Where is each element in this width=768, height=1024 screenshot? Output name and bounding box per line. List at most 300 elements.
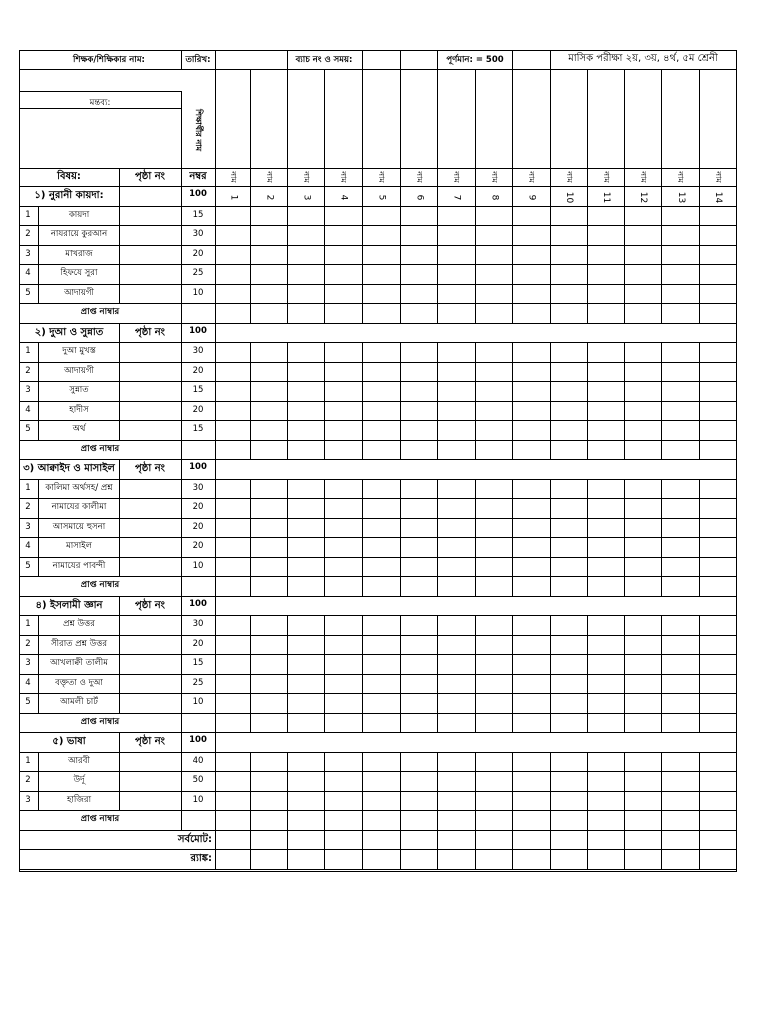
grid-line: [512, 420, 513, 441]
grid-line: [400, 537, 401, 558]
section-title-bottom: [19, 342, 737, 343]
grid-line: [287, 225, 288, 246]
grid-line: [287, 69, 288, 187]
grid-line: [250, 791, 251, 812]
grid-line: [250, 440, 251, 461]
grid-line: [119, 168, 120, 187]
item-name: আদায়গী: [64, 365, 94, 376]
grid-line: [215, 342, 216, 363]
grid-line: [181, 498, 182, 519]
grid-line: [587, 810, 588, 831]
grid-line: [324, 771, 325, 792]
grid-line: [699, 225, 700, 246]
grid-line: [512, 362, 513, 383]
item-row-bottom: [19, 576, 737, 577]
grid-line: [550, 849, 551, 870]
grid-line: [215, 50, 216, 70]
grid-line: [287, 537, 288, 558]
grid-line: [119, 596, 120, 617]
grid-line: [512, 264, 513, 285]
grid-line: [287, 771, 288, 792]
grid-line: [250, 537, 251, 558]
item-marks: 20: [192, 638, 204, 649]
grid-line: [38, 674, 39, 695]
grid-line: [324, 557, 325, 578]
grid-line: [550, 342, 551, 363]
grid-line: [736, 342, 737, 363]
grid-line: [661, 186, 662, 207]
student-col-number: 4: [338, 194, 349, 200]
grid-line: [38, 420, 39, 441]
grid-line: [512, 245, 513, 266]
grid-line: [437, 479, 438, 500]
item-marks: 30: [192, 229, 204, 239]
grid-line: [475, 576, 476, 597]
grid-line: [250, 674, 251, 695]
grid-line: [736, 303, 737, 324]
grid-line: [250, 615, 251, 636]
grid-line: [38, 615, 39, 636]
grid-line: [215, 635, 216, 656]
grid-line: [362, 713, 363, 734]
grid-line: [400, 771, 401, 792]
grid-line: [437, 186, 438, 207]
grid-line: [736, 362, 737, 383]
obtained-row-bottom: [19, 459, 737, 460]
grid-line: [699, 186, 700, 207]
grid-line: [324, 303, 325, 324]
item-marks: 20: [192, 502, 204, 512]
item-row-bottom: [19, 537, 737, 538]
grid-line: [362, 401, 363, 422]
grid-line: [475, 264, 476, 285]
grid-line: [181, 791, 182, 812]
grid-line: [661, 440, 662, 461]
grid-line: [119, 557, 120, 578]
grid-line: [362, 264, 363, 285]
item-marks: 30: [192, 619, 204, 629]
grid-line: [736, 713, 737, 734]
grid-line: [181, 91, 182, 169]
grid-line: [475, 557, 476, 578]
rank-row-bottom: [19, 869, 737, 870]
grid-line: [661, 810, 662, 831]
grid-line: [119, 401, 120, 422]
grid-line: [362, 654, 363, 675]
grid-line: [215, 674, 216, 695]
grid-line: [661, 693, 662, 714]
grid-line: [624, 771, 625, 792]
grid-line: [437, 576, 438, 597]
grid-line: [437, 693, 438, 714]
grid-line: [624, 420, 625, 441]
grid-line: [624, 225, 625, 246]
grid-line: [512, 576, 513, 597]
grid-line: [699, 693, 700, 714]
grid-line: [324, 362, 325, 383]
student-col-tag: নাম: [451, 171, 461, 183]
grid-line: [362, 849, 363, 870]
grid-line: [699, 264, 700, 285]
grid-line: [287, 635, 288, 656]
grid-line: [38, 206, 39, 227]
item-number: 3: [25, 658, 31, 668]
grid-line: [550, 713, 551, 734]
header-line: [19, 69, 737, 70]
grid-line: [215, 479, 216, 500]
grid-line: [699, 440, 700, 461]
grid-line: [119, 752, 120, 773]
grid-line: [181, 635, 182, 656]
grid-line: [699, 537, 700, 558]
grid-line: [250, 635, 251, 656]
grid-line: [400, 674, 401, 695]
grid-line: [475, 303, 476, 324]
student-col-tag: নাম: [414, 171, 424, 183]
grid-line: [587, 849, 588, 870]
grid-line: [400, 440, 401, 461]
grid-line: [661, 518, 662, 539]
grid-line: [362, 576, 363, 597]
grid-line: [512, 440, 513, 461]
grid-line: [362, 771, 363, 792]
grid-line: [437, 635, 438, 656]
item-name: সীরাত প্রশ্ন উত্তর: [50, 638, 108, 649]
grid-line: [550, 284, 551, 305]
grid-line: [287, 791, 288, 812]
grid-line: [181, 732, 182, 753]
grid-line: [362, 206, 363, 227]
grid-line: [215, 518, 216, 539]
grid-line: [624, 498, 625, 519]
grid-line: [437, 498, 438, 519]
grid-line: [475, 420, 476, 441]
grid-line: [215, 771, 216, 792]
grid-line: [512, 771, 513, 792]
grid-line: [587, 264, 588, 285]
grid-line: [38, 284, 39, 305]
grid-line: [287, 752, 288, 773]
grid-line: [587, 381, 588, 402]
grid-line: [587, 752, 588, 773]
obtained-marks-label: প্রাপ্ত নাম্বার: [80, 307, 120, 317]
grid-line: [400, 479, 401, 500]
grid-line: [362, 810, 363, 831]
item-row-bottom: [19, 381, 737, 382]
item-number: 2: [25, 638, 31, 649]
grid-line: [324, 245, 325, 266]
item-number: 3: [25, 248, 31, 259]
item-number: 3: [25, 794, 31, 805]
item-marks: 15: [192, 658, 204, 668]
grid-line: [38, 401, 39, 422]
grid-line: [624, 557, 625, 578]
grid-line: [362, 420, 363, 441]
grid-line: [215, 752, 216, 773]
grid-line: [119, 284, 120, 305]
grid-line: [324, 206, 325, 227]
grid-line: [699, 791, 700, 812]
item-row-bottom: [19, 245, 737, 246]
grid-line: [324, 225, 325, 246]
grid-line: [400, 615, 401, 636]
grid-line: [287, 245, 288, 266]
grid-line: [587, 518, 588, 539]
item-name: নামাযের পাবন্দী: [52, 560, 106, 571]
student-col-tag: নাম: [564, 171, 574, 183]
grid-line: [119, 498, 120, 519]
date-label: তারিখ:: [185, 55, 211, 65]
grid-line: [624, 284, 625, 305]
grid-line: [699, 576, 700, 597]
grid-line: [215, 362, 216, 383]
grid-line: [624, 810, 625, 831]
grid-line: [475, 537, 476, 558]
grid-line: [181, 440, 182, 461]
grid-line: [215, 713, 216, 734]
grid-line: [475, 810, 476, 831]
grid-line: [699, 362, 700, 383]
grid-line: [287, 479, 288, 500]
grid-line: [215, 245, 216, 266]
subject-header: বিষয়:: [57, 171, 81, 182]
grid-line: [250, 654, 251, 675]
item-row-bottom: [19, 440, 737, 441]
grid-line: [624, 479, 625, 500]
grid-line: [215, 693, 216, 714]
grid-line: [512, 342, 513, 363]
grid-line: [324, 654, 325, 675]
grid-line: [362, 225, 363, 246]
grid-line: [400, 713, 401, 734]
grid-line: [38, 635, 39, 656]
grid-line: [437, 50, 438, 70]
obtained-row-bottom: [19, 596, 737, 597]
grid-line: [250, 810, 251, 831]
grid-line: [287, 518, 288, 539]
grid-line: [400, 245, 401, 266]
grid-line: [661, 674, 662, 695]
grid-line: [550, 557, 551, 578]
grid-line: [181, 576, 182, 597]
grid-line: [661, 264, 662, 285]
grid-line: [215, 264, 216, 285]
grid-line: [324, 381, 325, 402]
grid-line: [181, 362, 182, 383]
grid-line: [181, 596, 182, 617]
grid-line: [362, 186, 363, 207]
grid-line: [215, 732, 216, 753]
grid-line: [475, 186, 476, 207]
grid-line: [661, 381, 662, 402]
grid-line: [400, 401, 401, 422]
grid-line: [287, 713, 288, 734]
sheet-border-top: [19, 50, 737, 51]
grid-line: [550, 635, 551, 656]
grid-line: [587, 537, 588, 558]
grid-line: [250, 264, 251, 285]
item-name: অর্থ: [72, 424, 86, 434]
grid-line: [362, 440, 363, 461]
grid-line: [550, 206, 551, 227]
student-col-tag: নাম: [228, 171, 238, 183]
grid-line: [475, 674, 476, 695]
grid-line: [624, 674, 625, 695]
item-row-bottom: [19, 810, 737, 811]
grid-line: [512, 479, 513, 500]
grid-line: [587, 284, 588, 305]
grid-line: [400, 654, 401, 675]
grid-line: [475, 206, 476, 227]
item-name: হাজিরা: [66, 794, 92, 805]
grid-line: [250, 557, 251, 578]
grid-line: [624, 303, 625, 324]
grid-line: [119, 518, 120, 539]
grid-line: [119, 342, 120, 363]
item-number: 2: [25, 365, 31, 376]
teacher-name-label: শিক্ষক/শিক্ষিকার নাম:: [73, 55, 145, 65]
section-title: ৫) ভাষা: [52, 736, 86, 747]
item-row-bottom: [19, 674, 737, 675]
grid-line: [699, 498, 700, 519]
grid-line: [400, 69, 401, 187]
grid-line: [699, 479, 700, 500]
grid-line: [550, 479, 551, 500]
grid-line: [699, 303, 700, 324]
grid-line: [736, 654, 737, 675]
item-marks: 15: [192, 385, 204, 395]
student-col-tag: নাম: [338, 171, 348, 183]
grid-line: [437, 771, 438, 792]
student-col-number: 10: [564, 191, 575, 203]
grid-line: [736, 771, 737, 792]
grid-line: [324, 615, 325, 636]
item-name: মাখরাজ: [65, 248, 93, 259]
grid-line: [699, 381, 700, 402]
item-name: মাসাইল: [65, 541, 93, 551]
grid-line: [550, 576, 551, 597]
item-name: হিফযে সুরা: [60, 268, 98, 278]
section-total-marks: 100: [189, 462, 207, 472]
item-name: উর্দূ: [73, 775, 85, 785]
item-number: 4: [25, 404, 31, 415]
grid-line: [400, 206, 401, 227]
grid-line: [119, 459, 120, 480]
item-row-bottom: [19, 264, 737, 265]
grid-line: [400, 264, 401, 285]
grid-line: [119, 615, 120, 636]
grid-line: [624, 245, 625, 266]
grid-line: [550, 791, 551, 812]
grid-line: [362, 342, 363, 363]
item-number: 3: [25, 521, 31, 532]
grid-line: [181, 674, 182, 695]
item-number: 5: [25, 697, 31, 707]
grid-line: [587, 576, 588, 597]
grid-line: [736, 791, 737, 812]
grid-line: [215, 69, 216, 187]
grid-line: [119, 693, 120, 714]
grid-line: [736, 264, 737, 285]
grid-line: [475, 69, 476, 187]
student-col-number: 11: [601, 191, 612, 203]
grid-line: [587, 303, 588, 324]
grid-line: [181, 50, 182, 70]
grid-line: [437, 362, 438, 383]
grid-line: [699, 615, 700, 636]
grid-line: [287, 576, 288, 597]
grid-line: [38, 654, 39, 675]
item-number: 1: [25, 346, 31, 356]
grid-line: [215, 830, 216, 851]
grid-line: [181, 186, 182, 207]
grid-line: [587, 245, 588, 266]
grid-line: [661, 303, 662, 324]
grid-line: [475, 654, 476, 675]
section-total-marks: 100: [189, 735, 207, 745]
grid-line: [215, 557, 216, 578]
grid-line: [736, 830, 737, 851]
grid-line: [362, 479, 363, 500]
item-marks: 20: [192, 248, 204, 259]
grid-line: [661, 557, 662, 578]
grid-line: [736, 752, 737, 773]
grid-line: [250, 849, 251, 870]
grid-line: [215, 615, 216, 636]
grid-line: [250, 771, 251, 792]
item-marks: 25: [192, 677, 204, 688]
student-col-number: 5: [376, 194, 387, 200]
grid-line: [736, 810, 737, 831]
item-marks: 30: [192, 346, 204, 356]
grid-line: [550, 362, 551, 383]
grid-line: [512, 50, 513, 70]
grid-line: [119, 732, 120, 753]
grid-line: [119, 362, 120, 383]
grid-line: [287, 654, 288, 675]
page-header: পৃষ্ঠা নং: [135, 171, 165, 182]
grid-line: [250, 752, 251, 773]
grid-line: [661, 537, 662, 558]
grid-line: [587, 225, 588, 246]
item-row-bottom: [19, 498, 737, 499]
grid-line: [437, 674, 438, 695]
grid-line: [512, 713, 513, 734]
grid-line: [437, 810, 438, 831]
grid-line: [550, 69, 551, 187]
grid-line: [400, 693, 401, 714]
item-number: 4: [25, 268, 31, 278]
grid-line: [181, 206, 182, 227]
grid-line: [699, 342, 700, 363]
grid-line: [587, 69, 588, 187]
grid-line: [324, 479, 325, 500]
grid-line: [215, 596, 216, 617]
grid-line: [475, 225, 476, 246]
grid-line: [699, 830, 700, 851]
sheet-border-left: [19, 50, 20, 872]
exam-title: মাসিক পরীক্ষা ২য়, ৩য়, ৪র্থ, ৫ম শ্রেনী: [568, 53, 718, 64]
grid-line: [38, 245, 39, 266]
grid-line: [362, 284, 363, 305]
item-row-bottom: [19, 713, 737, 714]
grid-line: [437, 303, 438, 324]
item-row-bottom: [19, 284, 737, 285]
grid-line: [624, 362, 625, 383]
grid-line: [250, 693, 251, 714]
item-name: আসমায়ে হুসনা: [52, 521, 106, 532]
item-name: নাযরায়ে কুরআন: [50, 229, 108, 239]
